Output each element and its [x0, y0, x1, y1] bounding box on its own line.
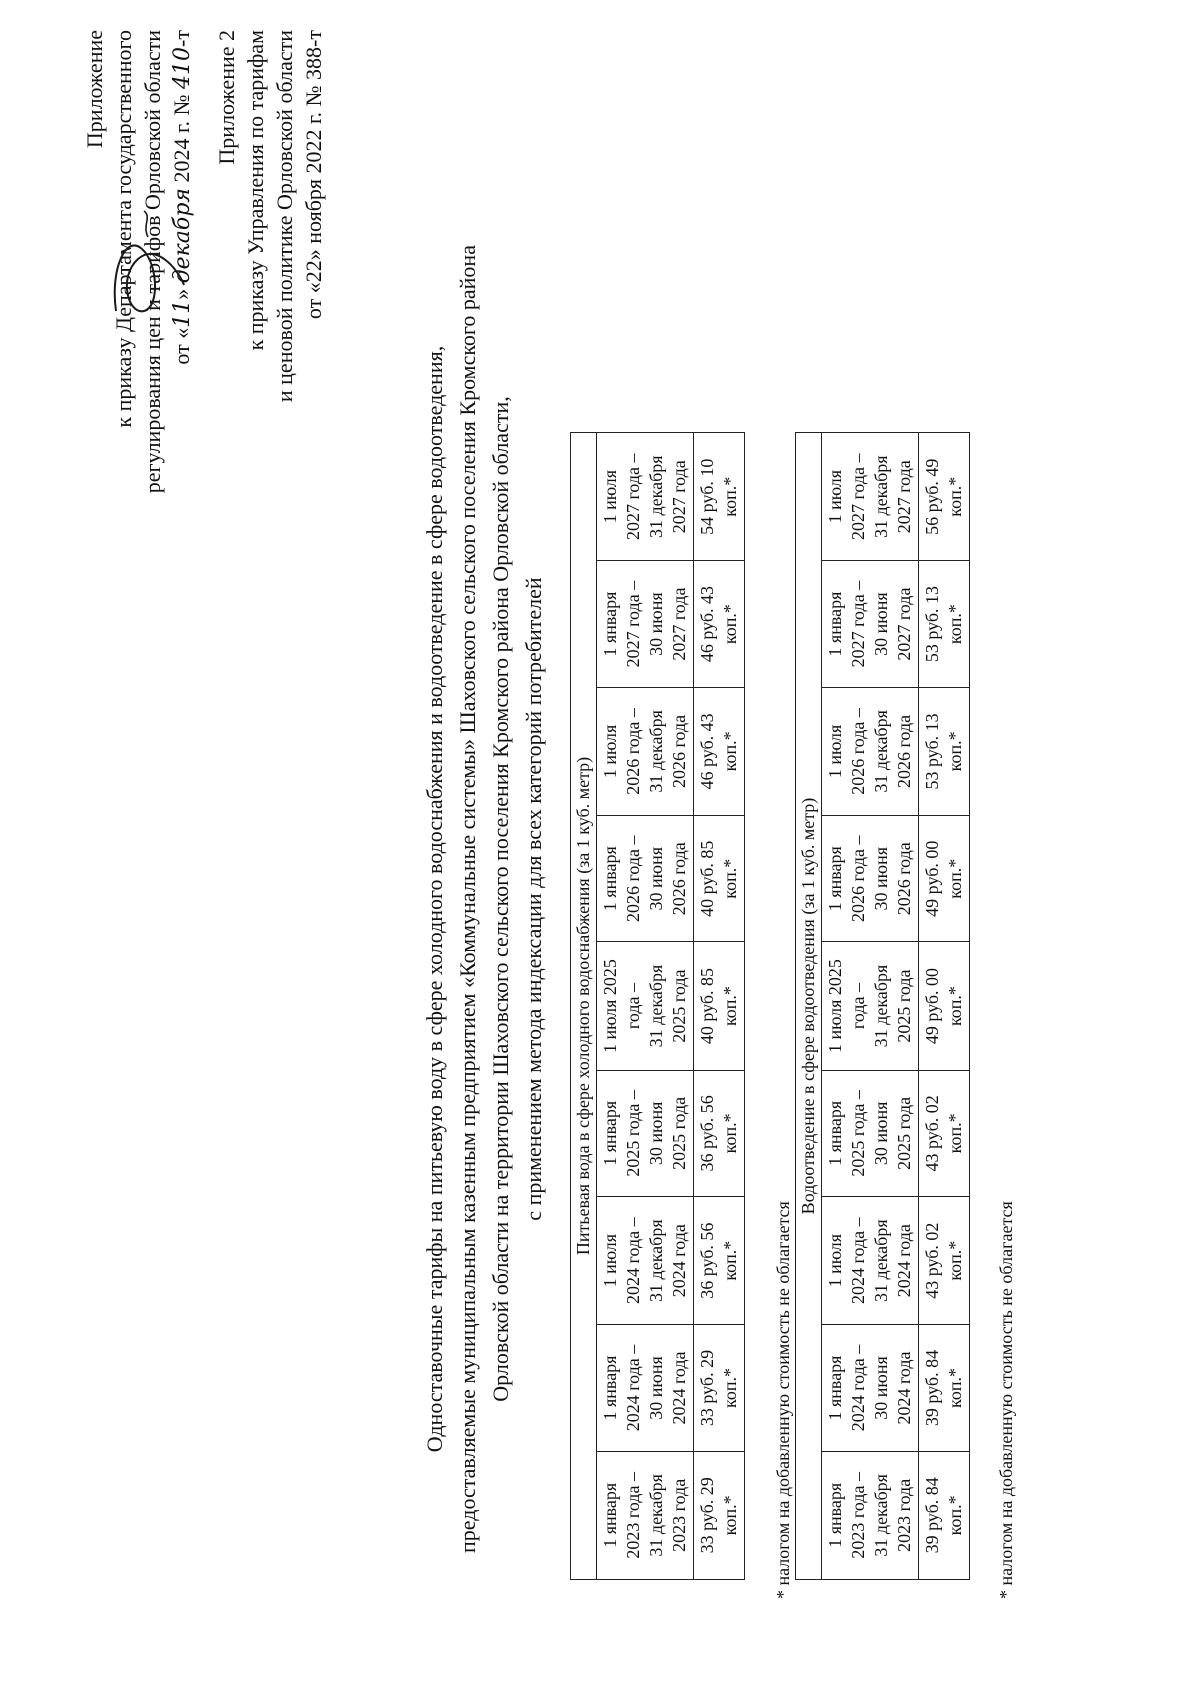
period-cell-line: 1 июля: [825, 470, 845, 524]
tariff-value-cell-line: 36 руб. 56: [697, 1095, 717, 1172]
tariff-value-cell-line: коп.*: [720, 1495, 740, 1536]
period-cell-line: 2027 года: [669, 460, 689, 534]
period-cell-line: 1 июля: [600, 1233, 620, 1288]
tariff-value-cell: [919, 1197, 970, 1325]
period-cell-line: 2026 года: [894, 714, 914, 788]
tariff-value-cell: [694, 687, 745, 815]
period-cell-line: 2026 года –: [848, 708, 868, 795]
tariff-value-cell: [694, 561, 745, 687]
tariff-value-cell-line: 53 руб. 13: [922, 585, 942, 663]
period-cell: [597, 1325, 694, 1451]
tariff-value-cell-line: коп.*: [945, 1368, 965, 1408]
wastewater-tariff-table: [795, 432, 970, 1580]
period-cell: [822, 433, 919, 561]
period-cell-line: 31 декабря: [871, 710, 891, 793]
annex2-line1: Приложение 2: [214, 30, 239, 165]
annex1-number-suffix: -т: [169, 30, 194, 47]
period-cell-line: 1 января: [600, 1100, 620, 1166]
period-cell: [597, 1451, 694, 1579]
period-cell-line: 1 июля 2025: [600, 959, 620, 1053]
period-cell-line: 2026 года –: [848, 835, 868, 923]
period-cell-line: 2025 года: [669, 1096, 689, 1170]
tariff-value-cell-line: 33 руб. 29: [697, 1477, 717, 1554]
tariff-value-cell: [694, 1070, 745, 1196]
period-cell: [597, 1070, 694, 1196]
period-cell-line: 31 декабря: [871, 455, 891, 538]
annex1-line1: Приложение: [82, 30, 107, 149]
period-cell-line: 1 января: [825, 1100, 845, 1166]
period-cell-line: 2023 года –: [848, 1472, 868, 1559]
period-cell-line: 2023 года: [669, 1478, 689, 1552]
table2-period-row: [822, 433, 919, 1580]
period-cell-line: 2024 года: [894, 1224, 914, 1298]
table1-vat-note: * налогом на добавленную стоимость не облагается: [773, 1201, 793, 1599]
period-cell-line: 2024 года: [894, 1351, 914, 1425]
period-cell: [822, 687, 919, 815]
tariff-value-cell-line: 49 руб. 00: [922, 840, 942, 917]
period-cell-line: 30 июня: [646, 846, 666, 911]
signature-icon: [108, 204, 188, 329]
period-cell-line: 30 июня: [871, 592, 891, 656]
period-cell: [822, 1325, 919, 1451]
annex1-date-year: 2024 г. №: [169, 94, 194, 183]
title-line3: Орловской области на территории Шаховского сельского поселения Кромского района Орловской области,: [488, 396, 513, 1402]
period-cell-line: 31 декабря: [646, 964, 666, 1048]
period-cell-line: 31 декабря: [646, 1474, 666, 1557]
annex1-line3: регулирования цен и тарифов Орловской области: [140, 30, 165, 494]
annex1-handwritten-month: декабря: [170, 188, 195, 284]
tariff-value-cell: [694, 816, 745, 942]
period-cell-line: года –: [623, 983, 643, 1030]
period-cell-line: 1 января: [825, 1355, 845, 1421]
table1-period-row: [597, 433, 694, 1580]
tariff-value-cell-line: 53 руб. 13: [922, 713, 942, 790]
annex1-handwritten-day: 11: [170, 299, 195, 328]
tariff-value-cell-line: коп.*: [945, 986, 965, 1027]
period-cell-line: 31 декабря: [646, 710, 666, 793]
table2-caption: Водоотведение в сфере водоотведения (за 1 куб. метр): [796, 433, 822, 1580]
period-cell: [597, 687, 694, 815]
tariff-value-cell-line: коп.*: [945, 1113, 965, 1154]
period-cell-line: 2026 года –: [623, 835, 643, 923]
period-cell: [597, 561, 694, 687]
tariff-value-cell-line: 36 руб. 56: [697, 1222, 717, 1299]
period-cell-line: 31 декабря: [871, 964, 891, 1048]
period-cell-line: 2025 года: [894, 1096, 914, 1170]
period-cell-line: 2027 года –: [623, 580, 643, 668]
period-cell: [822, 1070, 919, 1196]
tariff-value-cell-line: 39 руб. 84: [922, 1349, 942, 1427]
tariff-value-cell: [919, 1070, 970, 1196]
table1-value-row: [694, 433, 745, 1580]
period-cell-line: 2027 года –: [848, 580, 868, 668]
tariff-value-cell-line: коп.*: [945, 1240, 965, 1281]
period-cell-line: 1 июля: [825, 724, 845, 779]
tariff-value-cell: [919, 433, 970, 561]
period-cell-line: 2026 года: [669, 714, 689, 788]
annex1-date-mid: »: [169, 288, 194, 300]
tariff-value-cell-line: коп.*: [720, 476, 740, 517]
period-cell-line: 1 июля: [600, 470, 620, 524]
period-cell: [822, 942, 919, 1070]
period-cell-line: 1 января: [825, 1482, 845, 1548]
tariff-value-cell-line: коп.*: [720, 1368, 740, 1408]
period-cell-line: 2026 года: [669, 842, 689, 916]
title-line1: Одноставочные тарифы на питьевую воду в сфере холодного водоснабжения и водоотведение в сфере водоотведения,: [422, 345, 447, 1453]
document-title: [418, 164, 550, 1634]
period-cell-line: 30 июня: [646, 1356, 666, 1420]
tariff-value-cell-line: 46 руб. 43: [697, 585, 717, 663]
period-cell-line: 2024 года: [669, 1351, 689, 1425]
period-cell-line: 2024 года: [669, 1224, 689, 1298]
tariff-value-cell: [694, 1197, 745, 1325]
period-cell: [822, 561, 919, 687]
period-cell-line: 2026 года: [894, 842, 914, 916]
period-cell-line: 2027 года: [669, 587, 689, 661]
period-cell-line: 2023 года: [894, 1478, 914, 1552]
annex1-line2: к приказу Департамента государственного: [111, 30, 136, 428]
period-cell: [822, 1451, 919, 1579]
annex2-line2: к приказу Управления по тарифам: [243, 30, 268, 351]
period-cell-line: 31 декабря: [646, 1219, 666, 1302]
period-cell-line: 1 июля: [825, 1233, 845, 1288]
period-cell-line: 2027 года –: [848, 453, 868, 541]
period-cell-line: 2025 года: [669, 969, 689, 1043]
period-cell-line: 1 января: [600, 591, 620, 657]
tariff-value-cell: [919, 816, 970, 942]
tariff-value-cell: [919, 1325, 970, 1451]
period-cell: [822, 1197, 919, 1325]
period-cell-line: 2024 года –: [848, 1344, 868, 1432]
tariff-value-cell: [694, 942, 745, 1070]
tariff-value-cell: [694, 1325, 745, 1451]
period-cell-line: 2027 года: [894, 460, 914, 534]
table2-vat-note: * налогом на добавленную стоимость не облагается: [996, 1201, 1016, 1599]
period-cell-line: 30 июня: [871, 1356, 891, 1420]
period-cell: [597, 433, 694, 561]
water-supply-tariff-table: [570, 432, 745, 1580]
tariff-value-cell-line: 40 руб. 85: [697, 840, 717, 917]
period-cell-line: 1 января: [825, 591, 845, 657]
tariff-value-cell: [694, 1451, 745, 1579]
period-cell-line: 2025 года –: [848, 1090, 868, 1177]
period-cell-line: 2026 года –: [623, 708, 643, 795]
tariff-value-cell: [919, 687, 970, 815]
period-cell-line: 30 июня: [646, 592, 666, 656]
tariff-value-cell-line: коп.*: [945, 476, 965, 517]
annex1-handwritten-number: 410: [170, 46, 195, 89]
tariff-value-cell-line: 39 руб. 84: [922, 1477, 942, 1554]
tariff-value-cell-line: коп.*: [720, 1240, 740, 1281]
tariff-value-cell-line: коп.*: [720, 858, 740, 899]
tariff-value-cell-line: 43 руб. 02: [922, 1222, 942, 1299]
period-cell-line: 1 января: [825, 846, 845, 912]
title-line4: с применением метода индексации для всех категорий потребителей: [521, 577, 546, 1221]
tariff-value-cell-line: 56 руб. 49: [922, 458, 942, 535]
period-cell-line: 2024 года –: [623, 1217, 643, 1304]
period-cell: [597, 1197, 694, 1325]
tariff-value-cell-line: 49 руб. 00: [922, 967, 942, 1045]
period-cell-line: 30 июня: [871, 1101, 891, 1166]
tariff-value-cell-line: 46 руб. 43: [697, 713, 717, 790]
tariff-value-cell-line: коп.*: [945, 731, 965, 772]
tariff-value-cell-line: 33 руб. 29: [697, 1349, 717, 1427]
tariff-value-cell-line: коп.*: [720, 1113, 740, 1154]
period-cell-line: 2027 года: [894, 587, 914, 661]
period-cell-line: 31 декабря: [646, 455, 666, 538]
tariff-value-cell-line: коп.*: [720, 731, 740, 772]
period-cell-line: 31 декабря: [871, 1219, 891, 1302]
tariff-value-cell-line: коп.*: [720, 604, 740, 645]
period-cell-line: 1 июля: [600, 724, 620, 779]
period-cell-line: 2023 года –: [623, 1472, 643, 1559]
title-line2: предоставляемые муниципальным казенным предприятием «Коммунальные системы» Шаховского сельского поселения Кромского района: [455, 245, 480, 1553]
tariff-value-cell-line: 54 руб. 10: [697, 458, 717, 535]
period-cell-line: 31 декабря: [871, 1474, 891, 1557]
tariff-value-cell-line: коп.*: [945, 604, 965, 645]
table1-caption: Питьевая вода в сфере холодного водоснабжения (за 1 куб. метр): [571, 433, 597, 1580]
period-cell-line: 1 января: [600, 846, 620, 912]
period-cell-line: года –: [848, 983, 868, 1030]
period-cell: [597, 942, 694, 1070]
period-cell-line: 30 июня: [646, 1101, 666, 1166]
tariff-value-cell: [919, 942, 970, 1070]
tariff-value-cell-line: 40 руб. 85: [697, 967, 717, 1045]
tariff-value-cell: [919, 1451, 970, 1579]
tariff-value-cell-line: коп.*: [945, 1495, 965, 1536]
annex1-date-prefix: от «: [169, 327, 194, 365]
tariff-value-cell-line: 43 руб. 02: [922, 1095, 942, 1172]
period-cell: [822, 816, 919, 942]
period-cell-line: 2025 года: [894, 969, 914, 1043]
annex-header-2: [212, 30, 328, 402]
period-cell-line: 1 января: [600, 1355, 620, 1421]
annex2-line4: от «22» ноября 2022 г. № 388-т: [301, 30, 326, 320]
period-cell-line: 1 июля 2025: [825, 959, 845, 1053]
tariff-value-cell: [694, 433, 745, 561]
period-cell-line: 2024 года –: [623, 1344, 643, 1432]
period-cell: [597, 816, 694, 942]
annex2-line3: и ценовой политике Орловской области: [272, 30, 297, 403]
tariff-value-cell-line: коп.*: [945, 858, 965, 899]
table2-value-row: [919, 433, 970, 1580]
period-cell-line: 30 июня: [871, 846, 891, 911]
tariff-value-cell: [919, 561, 970, 687]
period-cell-line: 2025 года –: [623, 1090, 643, 1177]
period-cell-line: 2024 года –: [848, 1217, 868, 1304]
tariff-value-cell-line: коп.*: [720, 986, 740, 1027]
period-cell-line: 2027 года –: [623, 453, 643, 541]
period-cell-line: 1 января: [600, 1482, 620, 1548]
